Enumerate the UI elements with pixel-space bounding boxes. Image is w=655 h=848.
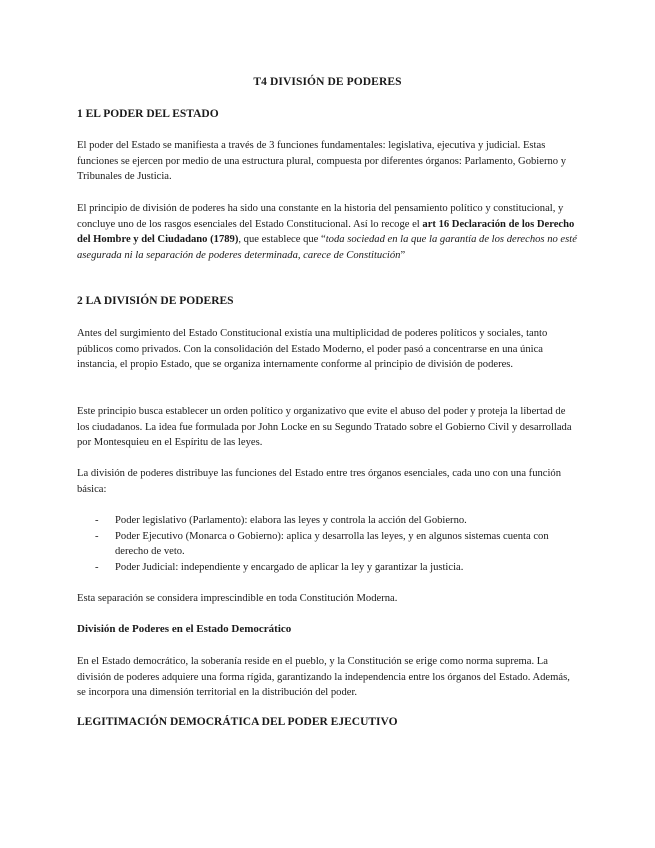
list-item [77,513,579,529]
paragraph-principio [77,201,579,263]
list-item-text: Poder legislativo (Parlamento): elabora las leyes y controla la acción del Gobierno. [115,515,467,526]
paragraph-separacion: Esta separación se considera imprescindible en toda Constitución Moderna. [77,593,398,604]
bullet-marker: - [95,530,99,542]
paragraph-principio-end: ” [400,249,406,261]
list-item [77,529,579,560]
paragraph-distribucion: La división de poderes distribuye las funciones del Estado entre tres órganos esenciales, cada uno con una función básica: [77,468,562,495]
subsection-heading-democratico: División de Poderes en el Estado Democrático [77,623,292,635]
article-reference: art 16 Declaración de los Derecho del Hombre y del Ciudadano (1789) [77,218,575,245]
powers-list [77,513,579,575]
paragraph-principio-mid: , que establece que “ [238,234,326,245]
paragraph-democratico: En el Estado democrático, la soberanía reside en el pueblo, y la Constitución se erige como norma suprema. La división de poderes adquiere una forma rígida, garantizando la independencia entre los órganos del Estado. Además, se incorpora una dimensión territorial en la distribución del poder. [77,656,570,698]
section-heading-legitimacion: LEGITIMACIÓN DEMOCRÁTICA DEL PODER EJECUTIVO [77,716,398,728]
section-heading-division: 2 LA DIVISIÓN DE PODERES [77,295,234,307]
list-item-text: Poder Judicial: independiente y encargado de aplicar la ley y garantizar la justicia. [115,561,464,573]
bullet-marker: - [95,515,99,526]
section-heading-poder-estado: 1 EL PODER DEL ESTADO [77,108,219,120]
document-title: T4 DIVISIÓN DE PODERES [253,76,402,88]
list-item [77,560,579,576]
paragraph-objetivo: Este principio busca establecer un orden político y organizativo que evite el abuso del poder y proteja la libertad de los ciudadanos. La idea fue formulada por John Locke en su Segundo Tratado sobre el Gobierno Civil y desarrollada por Montesquieu en el Espíritu de las leyes. [77,406,572,448]
paragraph-principio-intro: El principio de división de poderes ha sido una constante en la historia del pensamiento político y constitucional, y concluye uno de los rasgos esenciales del Estado Constitucional. Así lo recoge el [77,203,564,230]
quote-text: toda sociedad en la que la garantía de los derechos no esté asegurada ni la separación de poderes determinada, carece de Constitución [77,234,577,261]
bullet-marker: - [95,561,99,573]
list-item-text: Poder Ejecutivo (Monarca o Gobierno): aplica y desarrolla las leyes, y en algunos sistemas cuenta con derecho de veto. [115,530,549,557]
paragraph-funciones: El poder del Estado se manifiesta a través de 3 funciones fundamentales: legislativa, ejecutiva y judicial. Estas funciones se ejercen por medio de una estructura plural, compuesta por diferentes órganos: Parlamento, Gobierno y Tribunales de Justicia. [77,140,567,182]
paragraph-surgimiento: Antes del surgimiento del Estado Constitucional existía una multiplicidad de poderes políticos y sociales, tanto públicos como privados. Con la consolidación del Estado Moderno, el poder pasó a concentrarse en una única instancia, el propio Estado, que se organiza internamente conforme al principio de división de poderes. [77,328,548,370]
